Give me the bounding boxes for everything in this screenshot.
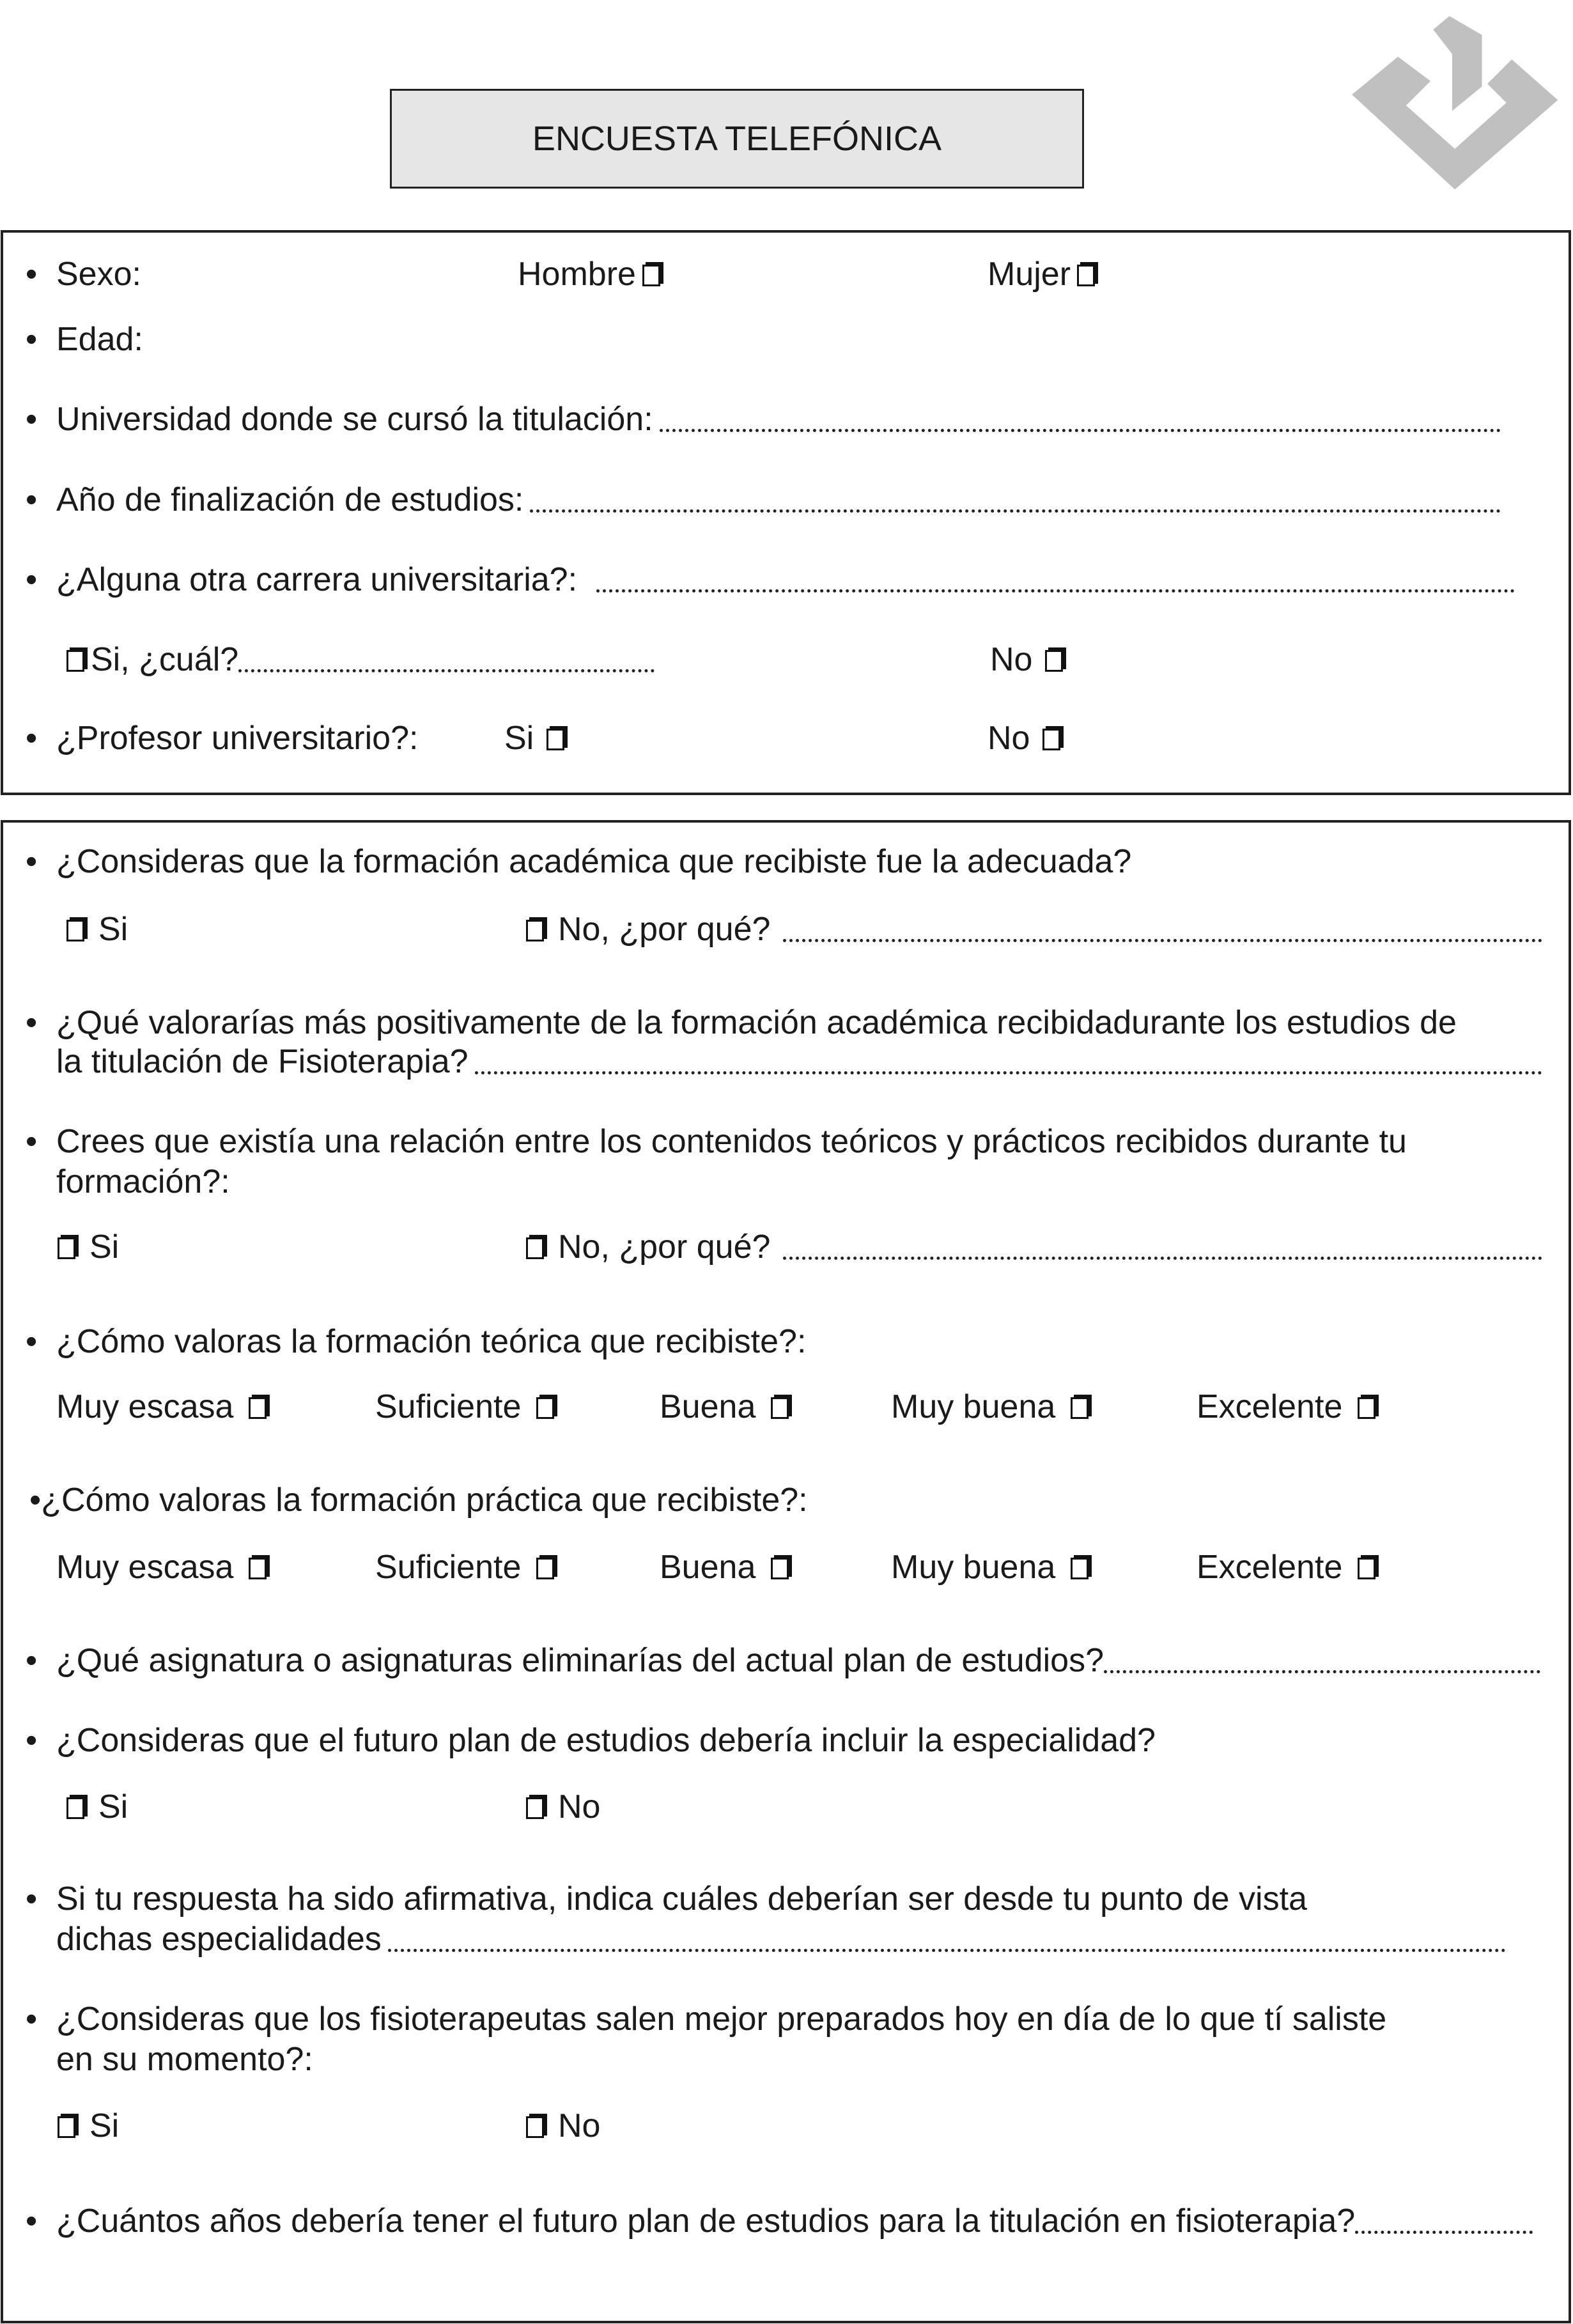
checkbox-icon[interactable] (58, 2116, 75, 2138)
checkbox-icon[interactable] (642, 265, 660, 286)
question-formacion-teorica: ¿Cómo valoras la formación teórica que recibiste?: (56, 1323, 807, 1360)
option-hombre[interactable]: Hombre (518, 254, 667, 295)
logo-icon (1317, 0, 1566, 211)
checkbox-icon[interactable] (771, 1397, 789, 1419)
checkbox-icon[interactable] (249, 1558, 267, 1579)
option-si[interactable]: Si (60, 1786, 128, 1827)
checkbox-icon[interactable] (1077, 265, 1095, 286)
rating-suficiente[interactable]: Suficiente (375, 1547, 561, 1588)
checkbox-icon[interactable] (1071, 1397, 1089, 1419)
question-asignaturas-field[interactable]: ¿Qué asignatura o asignaturas eliminarías del actual plan de estudios? (56, 1640, 1540, 1681)
option-no-por-que[interactable]: No, ¿por qué? (520, 1227, 1542, 1267)
option-profesor-no[interactable]: No (988, 718, 1067, 759)
checkbox-icon[interactable] (771, 1558, 789, 1579)
option-profesor-si[interactable]: Si (504, 718, 571, 759)
checkbox-icon[interactable] (526, 920, 544, 941)
checkbox-icon[interactable] (526, 1237, 544, 1259)
page-title: ENCUESTA TELEFÓNICA (390, 89, 1084, 189)
edad-label: Edad: (56, 321, 143, 358)
option-si[interactable]: Si (51, 2105, 119, 2146)
option-si[interactable]: Si (51, 1227, 119, 1267)
otra-carrera-field[interactable]: ¿Alguna otra carrera universitaria?: (56, 559, 1515, 600)
checkbox-icon[interactable] (1071, 1558, 1089, 1579)
sexo-label: Sexo: (56, 256, 141, 293)
rating-muy-escasa[interactable]: Muy escasa (56, 1547, 273, 1588)
option-no[interactable]: No (520, 2105, 600, 2146)
question-formacion-practica: • ¿Cómo valoras la formación práctica que recibiste?: (29, 1482, 808, 1519)
option-no[interactable]: No (520, 1786, 600, 1827)
checkbox-icon[interactable] (1045, 650, 1063, 672)
question-relacion-l2: formación?: (56, 1163, 230, 1200)
checkbox-icon[interactable] (1042, 729, 1060, 750)
option-si-cual[interactable]: Si, ¿cuál? (60, 639, 655, 680)
question-valoracion-field[interactable]: la titulación de Fisioterapia? (56, 1041, 1542, 1082)
question-preparacion-l2: en su momento?: (56, 2041, 313, 2078)
option-si[interactable]: Si (60, 909, 128, 950)
option-no[interactable]: No (990, 639, 1069, 680)
question-anios-field[interactable]: ¿Cuántos años debería tener el futuro plan de estudios para la titulación en fisioterapia? (56, 2201, 1533, 2242)
checkbox-icon[interactable] (546, 729, 564, 750)
profesor-label: ¿Profesor universitario?: (56, 720, 419, 757)
rating-buena[interactable]: Buena (660, 1386, 795, 1427)
question-especialidades-l1: Si tu respuesta ha sido afirmativa, indica cuáles deberían ser desde tu punto de vista (56, 1880, 1307, 1917)
universidad-field[interactable]: Universidad donde se cursó la titulación: (56, 399, 1501, 440)
rating-muy-buena[interactable]: Muy buena (891, 1547, 1095, 1588)
checkbox-icon[interactable] (526, 1797, 544, 1819)
rating-muy-escasa[interactable]: Muy escasa (56, 1386, 273, 1427)
checkbox-icon[interactable] (1358, 1397, 1375, 1419)
question-formacion-adecuada: ¿Consideras que la formación académica que recibiste fue la adecuada? (56, 843, 1132, 880)
checkbox-icon[interactable] (1358, 1558, 1375, 1579)
question-relacion-l1: Crees que existía una relación entre los contenidos teóricos y prácticos recibidos durante tu (56, 1123, 1407, 1160)
checkbox-icon[interactable] (58, 1237, 75, 1259)
option-mujer[interactable]: Mujer (988, 254, 1101, 295)
checkbox-icon[interactable] (66, 920, 84, 941)
anio-field[interactable]: Año de finalización de estudios: (56, 479, 1501, 520)
rating-muy-buena[interactable]: Muy buena (891, 1386, 1095, 1427)
checkbox-icon[interactable] (249, 1397, 267, 1419)
checkbox-icon[interactable] (66, 1797, 84, 1819)
checkbox-icon[interactable] (526, 2116, 544, 2138)
rating-buena[interactable]: Buena (660, 1547, 795, 1588)
rating-excelente[interactable]: Excelente (1197, 1386, 1382, 1427)
question-valoracion-l1: ¿Qué valorarías más positivamente de la formación académica recibidadurante los estudios de (56, 1004, 1457, 1041)
checkbox-icon[interactable] (536, 1558, 554, 1579)
survey-page: ENCUESTA TELEFÓNICA • Sexo: Hombre Mujer • Edad: • Universidad donde se cursó la titulación: • Año de finalización de estudios: • ¿Alguna otra carrera universitaria?: Si, ¿cuál? No • ¿Profesor universitario?: Si No • ¿Consideras que la formación académica que recibiste fue la adecuada? Si No, ¿por qué? • ¿Qué valorarías más positivamente de la formación académica recibidadurante los estudios de la titulación de Fisioterapia? • Crees que existía una relación entre los contenidos teóricos y prácticos recibidos durante tu formación?: Si No, ¿por qué? • ¿Cómo valoras la formación teórica que recibiste?: Muy escasa Suficiente Buena Muy buena Excelente • ¿Cómo valoras la formación práctica que recibiste?: Muy escasa Suficiente Buena Muy buena Excelente • ¿Qué asignatura o asignaturas eliminarías del actual plan de estudios? • ¿Consideras que el futuro plan de estudios debería incluir la especialidad? Si No • Si tu respuesta ha sido afirmativa, indica cuáles deberían ser desde tu punto de vista dichas especialidades • ¿Consideras que los fisioterapeutas salen mejor preparados hoy en día de lo que tí saliste en su momento?: Si No • ¿Cuántos años debería tener el futuro plan de estudios para la titulación en fisioterapia? (0, 0, 1573, 2324)
rating-excelente[interactable]: Excelente (1197, 1547, 1382, 1588)
question-preparacion-l1: ¿Consideras que los fisioterapeutas salen mejor preparados hoy en día de lo que tí saliste (56, 2001, 1387, 2038)
checkbox-icon[interactable] (66, 650, 84, 672)
option-no-por-que[interactable]: No, ¿por qué? (520, 909, 1542, 950)
checkbox-icon[interactable] (536, 1397, 554, 1419)
rating-suficiente[interactable]: Suficiente (375, 1386, 561, 1427)
question-especialidades-field[interactable]: dichas especialidades (56, 1919, 1506, 1960)
question-especialidad: ¿Consideras que el futuro plan de estudios debería incluir la especialidad? (56, 1722, 1156, 1759)
